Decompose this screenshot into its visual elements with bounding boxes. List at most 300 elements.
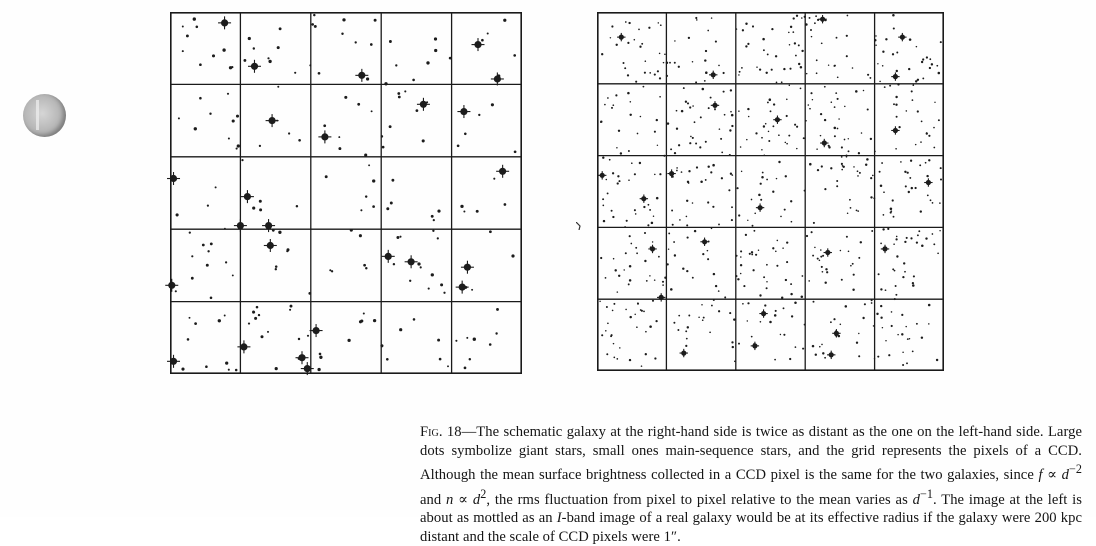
small-star-dot [434, 37, 437, 40]
small-star-dot [439, 358, 442, 361]
small-star-dot [910, 237, 912, 239]
small-star-dot [617, 175, 619, 177]
small-star-dot [389, 40, 392, 43]
small-star-dot [434, 49, 437, 52]
small-star-dot [654, 174, 656, 176]
small-star-dot [887, 228, 889, 230]
small-star-dot [917, 79, 919, 81]
small-star-dot [790, 200, 792, 202]
small-star-dot [437, 237, 439, 239]
small-star-dot [707, 201, 709, 203]
small-star-dot [649, 72, 651, 74]
small-star-dot [323, 124, 326, 127]
small-star-dot [718, 290, 720, 292]
small-star-dot [689, 106, 691, 108]
small-star-dot [224, 228, 226, 230]
math-f: f [1038, 467, 1043, 484]
small-star-dot [630, 243, 632, 245]
small-star-dot [628, 179, 630, 181]
small-star-dot [755, 254, 757, 256]
small-star-dot [404, 90, 406, 92]
small-star-dot [767, 101, 769, 103]
small-star-dot [803, 137, 805, 139]
small-star-dot [751, 199, 753, 201]
small-star-dot [381, 135, 384, 138]
small-star-dot [696, 166, 698, 168]
small-star-dot [487, 32, 489, 34]
small-star-dot [859, 172, 861, 174]
small-star-dot [736, 28, 737, 29]
small-star-dot [919, 164, 921, 166]
small-star-dot [729, 129, 731, 131]
small-star-dot [628, 150, 630, 152]
small-star-dot [625, 252, 627, 254]
small-star-dot [758, 250, 759, 251]
small-star-dot [926, 56, 928, 58]
small-star-dot [719, 128, 721, 130]
small-star-dot [778, 134, 780, 136]
small-star-dot [817, 169, 819, 171]
small-star-dot [380, 344, 383, 347]
small-star-dot [649, 325, 652, 328]
small-star-dot [871, 302, 873, 304]
small-star-dot [365, 195, 367, 197]
small-star-dot [710, 171, 712, 173]
small-star-dot [209, 113, 211, 115]
small-star-dot [686, 200, 688, 202]
small-star-dot [895, 104, 897, 106]
stray-ink-mark [576, 222, 582, 230]
small-star-dot [614, 269, 616, 271]
small-star-dot [634, 314, 635, 315]
small-star-dot [891, 325, 893, 327]
small-star-dot [707, 250, 709, 252]
small-star-dot [702, 253, 704, 255]
small-star-dot [478, 114, 480, 116]
small-star-dot [631, 162, 633, 164]
small-star-dot [347, 339, 350, 342]
small-star-dot [371, 110, 373, 112]
small-star-dot [623, 62, 625, 64]
small-star-dot [290, 305, 293, 308]
small-star-dot [659, 173, 661, 175]
small-star-dot [755, 132, 757, 134]
small-star-dot [906, 362, 908, 364]
small-star-dot [637, 133, 639, 135]
small-star-dot [821, 165, 823, 167]
small-star-dot [866, 158, 869, 161]
small-star-dot [667, 263, 669, 265]
small-star-dot [678, 315, 680, 317]
small-star-dot [812, 255, 814, 257]
small-star-dot [741, 171, 742, 172]
large-star-dot [237, 340, 250, 353]
small-star-dot [613, 303, 615, 305]
small-star-dot [463, 210, 465, 212]
small-star-dot [760, 321, 762, 323]
small-star-dot [807, 104, 809, 106]
small-star-dot [629, 235, 631, 237]
math-I: I [556, 510, 562, 527]
small-star-dot [259, 208, 262, 211]
small-star-dot [754, 212, 756, 214]
small-star-dot [837, 76, 839, 78]
small-star-dot [625, 21, 627, 23]
large-star-dot [461, 261, 474, 274]
small-star-dot [612, 310, 614, 312]
small-star-dot [364, 154, 367, 157]
small-star-dot [775, 55, 777, 57]
small-star-dot [606, 306, 608, 308]
small-star-dot [895, 96, 897, 98]
small-star-dot [896, 52, 898, 54]
small-star-dot [920, 141, 922, 143]
small-star-dot [705, 71, 708, 74]
small-star-dot [654, 74, 656, 76]
small-star-dot [286, 250, 288, 252]
small-star-dot [793, 17, 795, 19]
figure-caption [420, 423, 1082, 546]
small-star-dot [795, 346, 797, 348]
small-star-dot [879, 81, 881, 83]
small-star-dot [809, 17, 811, 19]
small-star-dot [824, 119, 826, 121]
small-star-dot [831, 101, 833, 103]
large-star-dot [711, 101, 719, 109]
small-star-dot [858, 355, 860, 357]
small-star-dot [908, 68, 910, 70]
math-exp-2: 2 [480, 486, 487, 501]
small-star-dot [891, 311, 893, 313]
small-star-dot [928, 323, 930, 325]
small-star-dot [222, 48, 225, 51]
small-star-dot [746, 139, 748, 141]
small-star-dot [897, 83, 899, 85]
small-star-dot [850, 207, 852, 209]
distant-galaxy-pixel-grid-svg [597, 12, 944, 371]
small-star-dot [747, 108, 749, 110]
small-star-dot [869, 77, 871, 79]
small-star-dot [882, 228, 884, 230]
small-star-dot [676, 128, 678, 130]
small-star-dot [386, 358, 389, 361]
small-star-dot [784, 209, 786, 211]
small-star-dot [796, 126, 798, 128]
small-star-dot [397, 92, 400, 95]
small-star-dot [819, 259, 821, 261]
small-star-dot [902, 364, 904, 366]
small-star-dot [816, 72, 818, 74]
small-star-dot [235, 369, 238, 372]
small-star-dot [763, 276, 765, 278]
small-star-dot [936, 359, 938, 361]
small-star-dot [761, 137, 763, 139]
small-star-dot [416, 109, 419, 112]
small-star-dot [745, 45, 747, 47]
small-star-dot [711, 305, 713, 307]
small-star-dot [929, 67, 931, 69]
small-star-dot [769, 321, 772, 324]
small-star-dot [225, 261, 227, 263]
small-star-dot [870, 177, 872, 179]
small-star-dot [766, 287, 768, 289]
small-star-dot [600, 257, 602, 259]
small-star-dot [605, 330, 607, 332]
small-star-dot [711, 228, 713, 230]
small-star-dot [844, 106, 846, 108]
large-star-dot [824, 248, 832, 256]
small-star-dot [636, 326, 638, 328]
small-star-dot [341, 33, 343, 35]
small-star-dot [768, 131, 770, 133]
small-star-dot [786, 241, 788, 243]
small-star-dot [938, 72, 941, 75]
small-star-dot [205, 365, 208, 368]
small-star-dot [660, 24, 662, 26]
small-star-dot [601, 334, 603, 336]
small-star-dot [260, 335, 263, 338]
small-star-dot [318, 72, 321, 75]
small-star-dot [896, 70, 898, 72]
small-star-dot [455, 340, 457, 342]
small-star-dot [822, 271, 824, 273]
small-star-dot [437, 339, 440, 342]
small-star-dot [696, 19, 698, 21]
small-star-dot [853, 274, 855, 276]
small-star-dot [313, 14, 315, 16]
math-d-1: d [1061, 467, 1069, 484]
distant-galaxy-ccd-grid [597, 12, 944, 371]
small-star-dot [802, 348, 804, 350]
small-star-dot [810, 92, 812, 94]
small-star-dot [789, 358, 791, 360]
small-star-dot [311, 23, 314, 26]
small-star-dot [896, 116, 898, 118]
small-star-dot [627, 92, 630, 95]
small-star-dot [900, 161, 902, 163]
small-star-dot [635, 247, 637, 249]
small-star-dot [934, 102, 935, 103]
small-star-dot [874, 151, 876, 153]
small-star-dot [867, 108, 869, 110]
small-star-dot [747, 302, 749, 304]
small-star-dot [690, 136, 692, 138]
small-star-dot [932, 233, 934, 235]
small-star-dot [689, 142, 691, 144]
small-star-dot [870, 196, 872, 198]
small-star-dot [409, 280, 411, 282]
small-star-dot [907, 338, 909, 340]
large-star-dot [598, 171, 606, 179]
small-star-dot [338, 147, 341, 150]
small-star-dot [611, 210, 613, 212]
small-star-dot [709, 331, 711, 333]
small-star-dot [645, 353, 647, 355]
small-star-dot [649, 209, 651, 211]
small-star-dot [651, 222, 654, 225]
small-star-dot [922, 77, 924, 79]
small-star-dot [428, 288, 430, 290]
small-star-dot [892, 53, 894, 55]
small-star-dot [940, 41, 942, 43]
small-star-dot [701, 304, 703, 306]
small-star-dot [602, 157, 604, 159]
small-star-dot [846, 155, 848, 157]
large-star-dot [924, 178, 932, 186]
small-star-dot [431, 273, 434, 276]
small-star-dot [279, 27, 282, 30]
large-star-dot [818, 15, 826, 23]
small-star-dot [607, 322, 609, 324]
small-star-dot [503, 19, 506, 22]
small-star-dot [925, 162, 927, 164]
large-star-dot [881, 245, 889, 253]
small-star-dot [848, 250, 850, 252]
small-star-dot [798, 44, 800, 46]
small-star-dot [895, 148, 897, 150]
small-star-dot [618, 180, 620, 182]
small-star-dot [938, 119, 940, 121]
small-star-dot [880, 317, 882, 319]
small-star-dot [466, 337, 468, 339]
small-star-dot [786, 143, 788, 145]
small-star-dot [912, 284, 915, 287]
small-star-dot [912, 84, 914, 86]
small-star-dot [248, 323, 250, 325]
small-star-dot [698, 317, 700, 319]
small-star-dot [804, 16, 806, 18]
small-star-dot [670, 148, 672, 150]
small-star-dot [821, 42, 823, 44]
small-star-dot [635, 213, 637, 215]
small-star-dot [652, 300, 654, 302]
small-star-dot [645, 331, 647, 333]
small-star-dot [396, 236, 399, 239]
small-star-dot [925, 237, 927, 239]
small-star-dot [469, 358, 471, 360]
small-star-dot [895, 238, 897, 240]
small-star-dot [612, 172, 614, 174]
small-star-dot [804, 324, 806, 326]
small-star-dot [629, 114, 631, 116]
small-star-dot [718, 223, 720, 225]
small-star-dot [648, 204, 650, 206]
small-star-dot [766, 264, 768, 266]
small-star-dot [765, 72, 767, 74]
small-star-dot [676, 167, 678, 169]
small-star-dot [178, 117, 180, 119]
small-star-dot [812, 99, 813, 100]
small-star-dot [761, 176, 764, 179]
small-star-dot [847, 15, 849, 17]
small-star-dot [678, 66, 680, 68]
small-star-dot [916, 323, 918, 325]
small-star-dot [412, 79, 415, 82]
small-star-dot [729, 154, 731, 156]
small-star-dot [659, 96, 661, 98]
small-star-dot [893, 27, 895, 29]
small-star-dot [740, 264, 742, 266]
small-star-dot [215, 186, 217, 188]
grid-frame [171, 13, 521, 373]
small-star-dot [678, 144, 680, 146]
small-star-dot [772, 191, 774, 193]
small-star-dot [659, 53, 661, 55]
small-star-dot [685, 330, 687, 332]
small-star-dot [627, 42, 629, 44]
small-star-dot [431, 215, 434, 218]
small-star-dot [884, 86, 886, 88]
small-star-dot [912, 99, 914, 101]
small-star-dot [363, 264, 366, 267]
small-star-dot [355, 41, 357, 43]
small-star-dot [437, 210, 440, 213]
small-star-dot [656, 119, 658, 121]
small-star-dot [857, 210, 859, 212]
small-star-dot [870, 138, 872, 140]
large-star-dot [820, 139, 828, 147]
small-star-dot [252, 207, 255, 210]
small-star-dot [457, 144, 460, 147]
small-star-dot [191, 255, 193, 257]
small-star-dot [782, 247, 784, 249]
small-star-dot [617, 291, 618, 292]
small-star-dot [644, 232, 646, 234]
small-star-dot [373, 319, 376, 322]
small-star-dot [370, 43, 373, 46]
small-star-dot [892, 268, 894, 270]
small-star-dot [667, 122, 669, 124]
small-star-dot [772, 247, 774, 249]
small-star-dot [713, 273, 715, 275]
large-star-dot [667, 169, 675, 177]
small-star-dot [786, 115, 788, 117]
small-star-dot [275, 268, 277, 270]
small-star-dot [187, 338, 190, 341]
small-star-dot [715, 285, 717, 287]
small-star-dot [243, 59, 246, 62]
small-star-dot [849, 199, 851, 201]
small-star-dot [751, 336, 753, 338]
math-d-3: d [912, 491, 920, 508]
small-star-dot [820, 256, 822, 258]
small-star-dot [232, 119, 235, 122]
small-star-dot [602, 198, 604, 200]
small-star-dot [775, 310, 777, 312]
small-star-dot [695, 17, 697, 19]
small-star-dot [933, 147, 935, 149]
large-star-dot [751, 342, 759, 350]
small-star-dot [904, 171, 906, 173]
small-star-dot [652, 241, 653, 242]
small-star-dot [681, 110, 684, 113]
large-star-dot [456, 281, 469, 294]
small-star-dot [703, 317, 705, 319]
small-star-dot [309, 64, 311, 66]
large-star-dot [827, 351, 835, 359]
small-star-dot [699, 146, 701, 148]
small-star-dot [692, 202, 694, 204]
small-star-dot [619, 347, 621, 349]
small-star-dot [915, 144, 916, 145]
small-star-dot [636, 252, 638, 254]
small-star-dot [359, 234, 362, 237]
small-star-dot [338, 136, 340, 138]
small-star-dot [805, 120, 807, 122]
small-star-dot [656, 197, 659, 200]
small-star-dot [881, 162, 883, 164]
small-star-dot [844, 139, 846, 141]
